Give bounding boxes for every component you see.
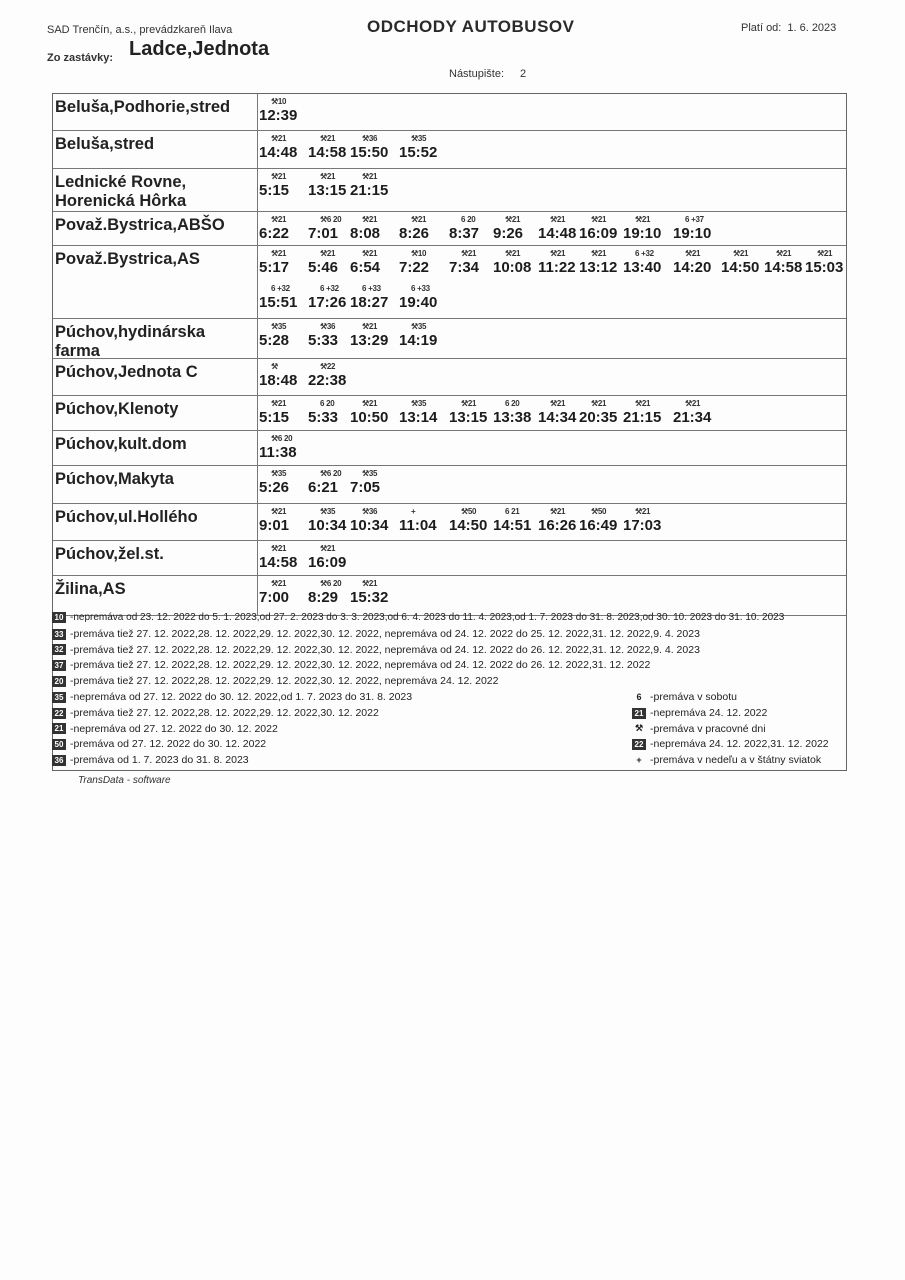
departure-time: 8:26 xyxy=(399,225,430,242)
row-divider xyxy=(257,169,258,211)
row-divider xyxy=(257,359,258,395)
departure-note-code: ⚒21 xyxy=(362,322,378,331)
timetable-row xyxy=(53,319,846,359)
legend-text: -nepremáva 24. 12. 2022 xyxy=(650,706,768,719)
legend-text: -nepremáva od 23. 12. 2022 do 5. 1. 2023,od 27. 2. 2023 do 3. 3. 2023,od 6. 4. 2023 do 11. 4. 2023,od 1. 7. 2023 do 31. 8. 2023,od 30. 10. 2023 do 31. 10. 2023 xyxy=(70,612,785,624)
departure-time: 8:29 xyxy=(308,589,339,606)
departure-note-code: ⚒21 xyxy=(591,249,607,258)
departure-note-code: ⚒35 xyxy=(362,469,378,478)
valid-from-label: Platí od: xyxy=(741,22,782,34)
departure-note-code: ⚒21 xyxy=(635,507,651,516)
stop-info xyxy=(47,38,270,64)
departure-time: 10:34 xyxy=(350,517,389,534)
departure-note-code: ⚒10 xyxy=(411,249,427,258)
legend-text: -premáva tiež 27. 12. 2022,28. 12. 2022,29. 12. 2022,30. 12. 2022 xyxy=(70,706,379,719)
departure-time: 13:12 xyxy=(579,259,618,276)
departure-time: 9:01 xyxy=(259,517,290,534)
departure-note-code: ⚒21 xyxy=(271,215,287,224)
departure-note-code: 6 +37 xyxy=(685,215,704,224)
departure-note-code: ⚒21 xyxy=(320,544,336,553)
departure-time: 19:40 xyxy=(399,294,438,311)
legend-text: -premáva v sobotu xyxy=(650,691,737,703)
departure-note-code: ⚒21 xyxy=(362,215,378,224)
destination-name: Považ.Bystrica,AS xyxy=(55,250,200,268)
departure-note-code: ⚒21 xyxy=(776,249,792,258)
row-divider xyxy=(257,466,258,503)
row-divider xyxy=(257,319,258,358)
timetable-row xyxy=(53,576,846,616)
footer-credit: TransData - software xyxy=(78,775,171,786)
departure-note-code: ⚒50 xyxy=(591,507,607,516)
departure-note-code: ⚒21 xyxy=(635,215,651,224)
departure-note-code: ⚒21 xyxy=(550,507,566,516)
departures-table xyxy=(52,93,847,771)
departure-time: 17:03 xyxy=(623,517,662,534)
departure-time: 5:17 xyxy=(259,259,290,276)
departure-time: 14:48 xyxy=(538,225,577,242)
departure-note-code: ⚒21 xyxy=(271,507,287,516)
departure-time: 12:39 xyxy=(259,107,298,124)
departure-time: 5:28 xyxy=(259,332,290,349)
departure-time: 14:58 xyxy=(308,144,347,161)
departure-note-code: ⚒21 xyxy=(362,172,378,181)
timetable-row xyxy=(53,466,846,504)
departure-note-code: ⚒21 xyxy=(320,249,336,258)
departure-time: 14:20 xyxy=(673,259,712,276)
row-divider xyxy=(257,396,258,430)
company-name: SAD Trenčín, a.s., prevádzkareň Ilava xyxy=(47,24,233,36)
timetable-row xyxy=(53,504,846,541)
departure-time: 11:38 xyxy=(259,444,297,461)
destination-name: Považ.Bystrica,ABŠO xyxy=(55,216,225,234)
departure-time: 5:15 xyxy=(259,182,290,199)
departure-note-code: ⚒21 xyxy=(362,249,378,258)
departure-time: 18:27 xyxy=(350,294,389,311)
stop-name: Ladce,Jednota xyxy=(129,38,270,60)
legend-symbol: 50 xyxy=(52,739,66,750)
legend-text: -premáva od 27. 12. 2022 do 30. 12. 2022 xyxy=(70,738,267,751)
departure-note-code: ⚒ xyxy=(271,362,278,371)
departure-time: 9:26 xyxy=(493,225,524,242)
departure-note-code: 6 +32 xyxy=(320,284,339,293)
legend-symbol: 35 xyxy=(52,692,66,703)
departure-time: 10:08 xyxy=(493,259,532,276)
departure-note-code: ⚒21 xyxy=(635,399,651,408)
legend-text: -premáva tiež 27. 12. 2022,28. 12. 2022,29. 12. 2022,30. 12. 2022, nepremáva od 24. 12. 2022 do 26. 12. 2022,31. 12. 2022,9. 4. 2023 xyxy=(70,643,700,656)
legend-symbol: 37 xyxy=(52,660,66,671)
departure-time: 15:32 xyxy=(350,589,389,606)
departure-note-code: 6 20 xyxy=(505,399,520,408)
departure-note-code: ⚒6 20 xyxy=(320,215,342,224)
legend-text: -premáva od 1. 7. 2023 do 31. 8. 2023 xyxy=(70,754,249,767)
timetable-row xyxy=(53,169,846,212)
departure-note-code: ⚒21 xyxy=(271,579,287,588)
timetable-row xyxy=(53,246,846,319)
departure-note-code: ⚒21 xyxy=(271,172,287,181)
departure-note-code: ⚒21 xyxy=(271,399,287,408)
departure-time: 7:22 xyxy=(399,259,430,276)
departure-note-code: ⚒21 xyxy=(461,399,477,408)
departure-time: 5:33 xyxy=(308,409,339,426)
departure-note-code: ⚒35 xyxy=(411,322,427,331)
departure-note-code: ⚒21 xyxy=(362,579,378,588)
timetable-row xyxy=(53,131,846,169)
departure-note-code: ⚒35 xyxy=(411,134,427,143)
departure-time: 22:38 xyxy=(308,372,347,389)
departure-time: 16:26 xyxy=(538,517,577,534)
departure-note-code: ⚒21 xyxy=(505,215,521,224)
departure-time: 10:34 xyxy=(308,517,347,534)
legend-symbol: 32 xyxy=(52,644,66,655)
platform-label: Nástupište: xyxy=(449,68,505,80)
departure-note-code: ⚒21 xyxy=(550,249,566,258)
legend-text: -premáva tiež 27. 12. 2022,28. 12. 2022,29. 12. 2022,30. 12. 2022, nepremáva od 24. 12. 2022 do 25. 12. 2022,31. 12. 2022,9. 4. 2023 xyxy=(70,627,700,640)
departure-note-code: ⚒35 xyxy=(271,469,287,478)
destination-name: Púchov,hydinárska farma xyxy=(55,323,206,360)
departure-time: 8:08 xyxy=(350,225,381,242)
destination-name: Lednické Rovne, Horenická Hôrka xyxy=(55,173,187,210)
departure-note-code: ⚒21 xyxy=(550,399,566,408)
departure-note-code: ⚒21 xyxy=(733,249,749,258)
departure-time: 7:34 xyxy=(449,259,480,276)
departure-note-code: ⚒21 xyxy=(320,134,336,143)
destination-name: Púchov,Makyta xyxy=(55,470,174,488)
destination-name: Žilina,AS xyxy=(55,580,126,598)
legend-text: -premáva tiež 27. 12. 2022,28. 12. 2022,29. 12. 2022,30. 12. 2022, nepremáva od 24. 12. 2022 do 26. 12. 2022,31. 12. 2022 xyxy=(70,659,651,672)
departure-note-code: ⚒35 xyxy=(271,322,287,331)
timetable-row xyxy=(53,94,846,131)
destination-name: Púchov,Jednota C xyxy=(55,363,198,381)
departure-note-code: ⚒36 xyxy=(320,322,336,331)
legend-symbol: + xyxy=(636,754,642,765)
departure-time: 16:49 xyxy=(579,517,618,534)
departure-time: 6:22 xyxy=(259,225,290,242)
departure-note-code: ⚒21 xyxy=(550,215,566,224)
valid-from xyxy=(741,22,836,34)
departure-time: 14:19 xyxy=(399,332,438,349)
departure-note-code: ⚒6 20 xyxy=(271,434,293,443)
timetable-row xyxy=(53,396,846,431)
destination-name: Púchov,ul.Hollého xyxy=(55,508,198,526)
legend-symbol: 10 xyxy=(52,612,66,623)
legend-text: -premáva tiež 27. 12. 2022,28. 12. 2022,29. 12. 2022,30. 12. 2022, nepremáva 24. 12. 2022 xyxy=(70,675,499,688)
legend-symbol: 22 xyxy=(632,739,646,750)
legend-text: -premáva v pracovné dni xyxy=(650,722,766,735)
legend-symbol: 21 xyxy=(52,723,66,734)
departure-time: 15:52 xyxy=(399,144,438,161)
destination-name: Beluša,Podhorie,stred xyxy=(55,98,231,116)
legend-text: -nepremáva od 27. 12. 2022 do 30. 12. 2022 xyxy=(70,722,278,735)
legend-text: -nepremáva od 27. 12. 2022 do 30. 12. 2022,od 1. 7. 2023 do 31. 8. 2023 xyxy=(70,691,413,703)
destination-name: Púchov,kult.dom xyxy=(55,435,187,453)
departure-note-code: ⚒21 xyxy=(271,249,287,258)
legend-symbol: ⚒ xyxy=(634,723,644,734)
departure-note-code: ⚒36 xyxy=(362,507,378,516)
departure-time: 19:10 xyxy=(623,225,662,242)
departure-time: 13:38 xyxy=(493,409,532,426)
departure-note-code: ⚒21 xyxy=(320,172,336,181)
departure-note-code: ⚒21 xyxy=(362,399,378,408)
departure-note-code: 6 +32 xyxy=(635,249,654,258)
row-divider xyxy=(257,431,258,465)
departure-note-code: ⚒35 xyxy=(320,507,336,516)
platform-value: 2 xyxy=(520,68,527,80)
departure-note-code: ⚒21 xyxy=(591,399,607,408)
departure-note-code: ⚒6 20 xyxy=(320,469,342,478)
departure-time: 20:35 xyxy=(579,409,618,426)
departure-time: 15:51 xyxy=(259,294,298,311)
departure-time: 16:09 xyxy=(579,225,618,242)
departure-time: 5:26 xyxy=(259,479,290,496)
departure-note-code: ⚒21 xyxy=(591,215,607,224)
timetable-row xyxy=(53,431,846,466)
departure-time: 5:33 xyxy=(308,332,339,349)
departure-time: 21:15 xyxy=(350,182,389,199)
row-divider xyxy=(257,94,258,130)
row-divider xyxy=(257,246,258,318)
departure-note-code: 6 +33 xyxy=(411,284,430,293)
row-divider xyxy=(257,131,258,168)
departure-time: 8:37 xyxy=(449,225,480,242)
legend-symbol: 33 xyxy=(52,629,66,640)
departure-time: 11:04 xyxy=(399,517,437,534)
departure-time: 13:15 xyxy=(308,182,347,199)
departure-time: 7:01 xyxy=(308,225,339,242)
departure-note-code: ⚒21 xyxy=(817,249,833,258)
departure-time: 7:00 xyxy=(259,589,290,606)
platform-info xyxy=(449,68,526,80)
timetable-row xyxy=(53,359,846,396)
departure-time: 19:10 xyxy=(673,225,712,242)
legend-symbol: 20 xyxy=(52,676,66,687)
timetable-row xyxy=(53,212,846,246)
destination-name: Púchov,Klenoty xyxy=(55,400,179,418)
legend-text: -premáva v nedeľu a v štátny sviatok xyxy=(650,754,822,767)
departure-time: 5:15 xyxy=(259,409,290,426)
departure-time: 13:14 xyxy=(399,409,438,426)
departure-time: 14:58 xyxy=(259,554,298,571)
departure-note-code: ⚒36 xyxy=(362,134,378,143)
departure-note-code: ⚒22 xyxy=(320,362,336,371)
departure-time: 6:21 xyxy=(308,479,339,496)
departure-time: 17:26 xyxy=(308,294,347,311)
departure-time: 14:34 xyxy=(538,409,577,426)
legend-text: -nepremáva 24. 12. 2022,31. 12. 2022 xyxy=(650,738,829,751)
row-divider xyxy=(257,541,258,575)
legend-symbol: 22 xyxy=(52,708,66,719)
row-divider xyxy=(257,576,258,615)
departure-time: 21:34 xyxy=(673,409,712,426)
timetable-row xyxy=(53,541,846,576)
departure-note-code: 6 21 xyxy=(505,507,520,516)
departure-time: 6:54 xyxy=(350,259,381,276)
valid-from-date: 1. 6. 2023 xyxy=(787,22,837,34)
departure-time: 11:22 xyxy=(538,259,576,276)
departure-note-code: ⚒21 xyxy=(505,249,521,258)
departure-time: 15:03 xyxy=(805,259,844,276)
departure-note-code: 6 +32 xyxy=(271,284,290,293)
row-divider xyxy=(257,504,258,540)
departure-time: 13:40 xyxy=(623,259,662,276)
departure-note-code: ⚒50 xyxy=(461,507,477,516)
destination-name: Beluša,stred xyxy=(55,135,155,153)
departure-time: 14:50 xyxy=(449,517,488,534)
departure-note-code: ⚒21 xyxy=(461,249,477,258)
departure-time: 14:58 xyxy=(764,259,803,276)
departure-note-code: 6 +33 xyxy=(362,284,381,293)
departure-note-code: 6 20 xyxy=(320,399,335,408)
departure-time: 14:50 xyxy=(721,259,760,276)
departure-note-code: ⚒21 xyxy=(271,134,287,143)
legend-symbol: 6 xyxy=(636,691,642,702)
departure-note-code: ⚒21 xyxy=(271,544,287,553)
legend-symbol: 36 xyxy=(52,755,66,766)
row-divider xyxy=(257,212,258,245)
destination-name: Púchov,žel.st. xyxy=(55,545,164,563)
page-title: ODCHODY AUTOBUSOV xyxy=(367,17,575,36)
departure-time: 14:51 xyxy=(493,517,532,534)
departure-time: 14:48 xyxy=(259,144,298,161)
departure-note-code: ⚒35 xyxy=(411,399,427,408)
departure-time: 21:15 xyxy=(623,409,662,426)
departure-time: 13:15 xyxy=(449,409,488,426)
departure-note-code: ⚒21 xyxy=(411,215,427,224)
departure-note-code: 6 20 xyxy=(461,215,476,224)
departure-note-code: + xyxy=(411,507,416,516)
stop-label: Zo zastávky: xyxy=(47,52,114,64)
departure-time: 13:29 xyxy=(350,332,389,349)
departure-time: 5:46 xyxy=(308,259,339,276)
departure-note-code: ⚒21 xyxy=(685,249,701,258)
departure-time: 10:50 xyxy=(350,409,389,426)
departure-note-code: ⚒6 20 xyxy=(320,579,342,588)
departure-time: 16:09 xyxy=(308,554,347,571)
departure-note-code: ⚒21 xyxy=(685,399,701,408)
legend-symbol: 21 xyxy=(632,708,646,719)
departure-time: 15:50 xyxy=(350,144,389,161)
departure-note-code: ⚒10 xyxy=(271,97,287,106)
departure-time: 7:05 xyxy=(350,479,381,496)
departure-time: 18:48 xyxy=(259,372,298,389)
